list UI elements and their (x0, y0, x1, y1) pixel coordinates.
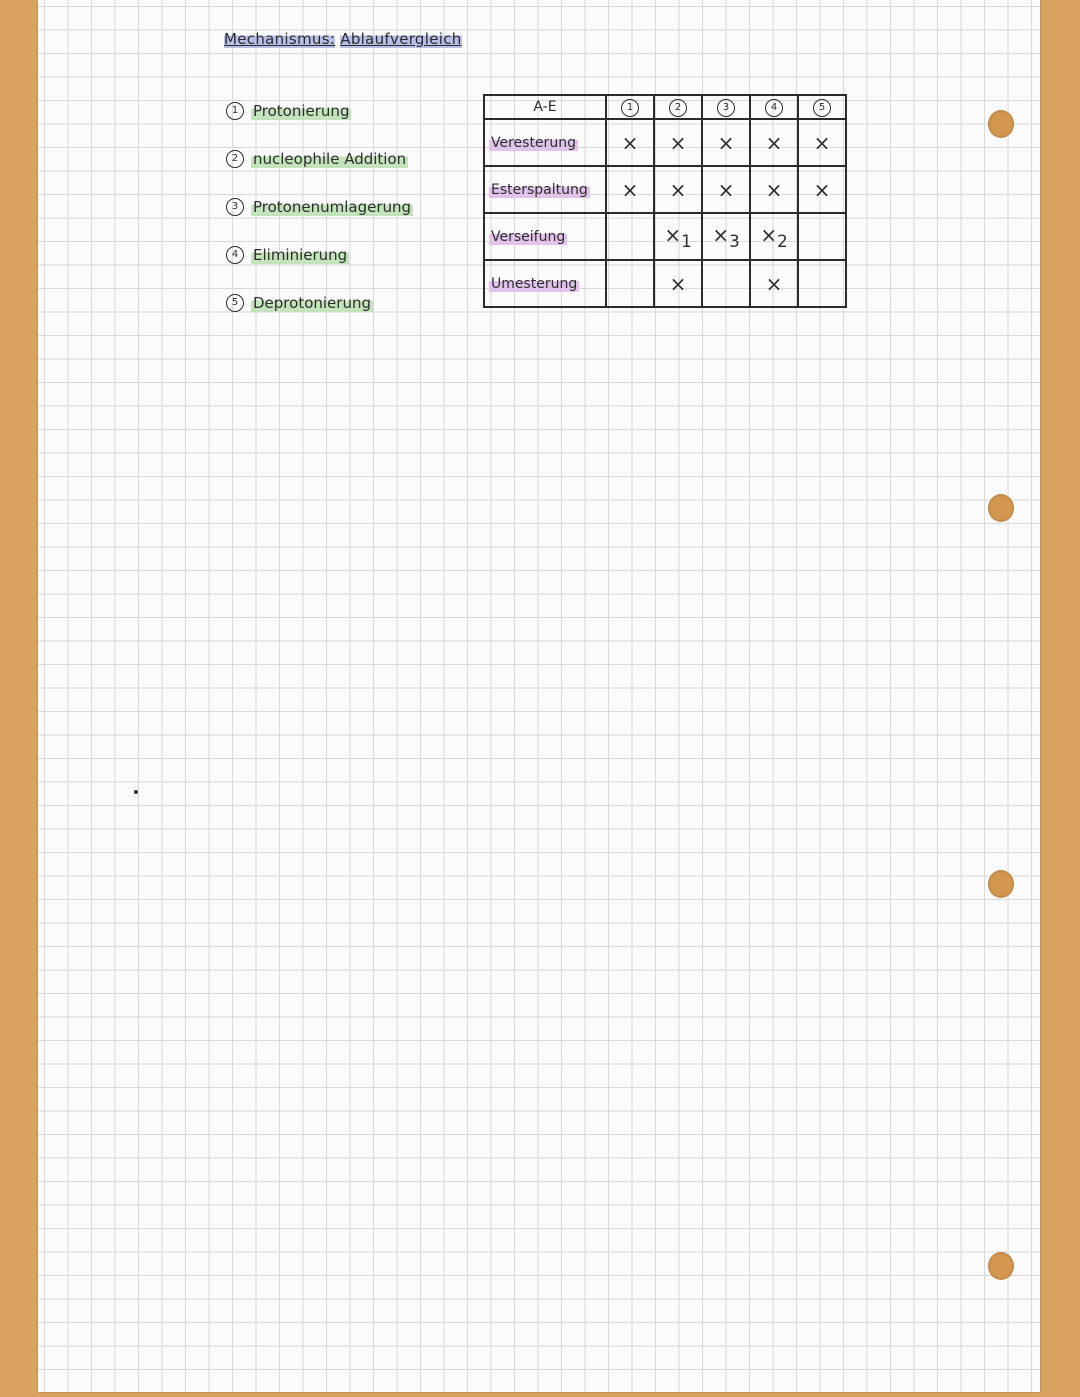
table-row (484, 166, 846, 213)
step-number-badge: 5 (813, 99, 831, 117)
step-number-badge: 2 (669, 99, 687, 117)
mechanism-comparison-table (483, 94, 847, 308)
title-part-comparison: Ablaufvergleich (340, 30, 462, 48)
column-header-5 (798, 95, 846, 119)
step-item-2 (226, 150, 408, 168)
step-number-badge: 3 (226, 198, 244, 216)
table-cell: × (654, 119, 702, 166)
binder-hole (988, 870, 1014, 898)
table-cell: × (750, 166, 798, 213)
row-label-esterspaltung (484, 166, 606, 213)
table-cell: × (750, 119, 798, 166)
table-cell: × (606, 119, 654, 166)
step-number-badge: 5 (226, 294, 244, 312)
grid-paper-sheet (38, 0, 1040, 1392)
cross-mark: × (664, 222, 682, 247)
binder-hole (988, 1252, 1014, 1280)
table-header-row (484, 95, 846, 119)
column-header-4 (750, 95, 798, 119)
table-cell (606, 213, 654, 260)
table-row (484, 260, 846, 307)
step-label: Protonenumlagerung (253, 198, 412, 216)
row-label-verseifung (484, 213, 606, 260)
row-label-text: Verseifung (491, 228, 566, 245)
row-label-text: Umesterung (491, 275, 578, 292)
table-cell: × (702, 166, 750, 213)
step-item-5 (226, 294, 373, 312)
row-label-umesterung (484, 260, 606, 307)
binder-hole (988, 110, 1014, 138)
step-item-4 (226, 246, 349, 264)
cross-mark: × (712, 222, 730, 247)
row-label-text: Esterspaltung (491, 181, 588, 198)
step-number-badge: 1 (226, 102, 244, 120)
table-cell (702, 213, 750, 260)
step-number-badge: 4 (765, 99, 783, 117)
step-label: Protonierung (253, 102, 350, 120)
step-label: Deprotonierung (253, 294, 371, 312)
cross-order-subscript: 2 (777, 231, 788, 251)
table-cell (798, 213, 846, 260)
table-cell: × (798, 166, 846, 213)
column-header-3 (702, 95, 750, 119)
title-part-mechanism: Mechanismus: (224, 30, 336, 48)
table-cell (606, 260, 654, 307)
cross-order-subscript: 1 (681, 231, 692, 251)
cross-order-subscript: 3 (729, 231, 740, 251)
ink-dot (134, 790, 138, 794)
column-header-1 (606, 95, 654, 119)
binder-hole (988, 494, 1014, 522)
step-item-1 (226, 102, 351, 120)
step-number-badge: 2 (226, 150, 244, 168)
row-label-veresterung (484, 119, 606, 166)
table-row (484, 213, 846, 260)
table-cell (654, 213, 702, 260)
table-corner-label: A-E (484, 95, 606, 119)
step-number-badge: 1 (621, 99, 639, 117)
table-cell: × (654, 260, 702, 307)
step-number-badge: 4 (226, 246, 244, 264)
table-row (484, 119, 846, 166)
step-label: nucleophile Addition (253, 150, 407, 168)
table-cell (798, 260, 846, 307)
page-title (224, 30, 462, 48)
table-cell: × (750, 260, 798, 307)
table-cell: × (654, 166, 702, 213)
table-cell: × (606, 166, 654, 213)
table-cell (750, 213, 798, 260)
table-cell: × (798, 119, 846, 166)
cross-mark: × (760, 222, 778, 247)
step-item-3 (226, 198, 413, 216)
step-label: Eliminierung (253, 246, 348, 264)
table-cell: × (702, 119, 750, 166)
step-number-badge: 3 (717, 99, 735, 117)
column-header-2 (654, 95, 702, 119)
row-label-text: Veresterung (491, 134, 576, 151)
table-cell (702, 260, 750, 307)
